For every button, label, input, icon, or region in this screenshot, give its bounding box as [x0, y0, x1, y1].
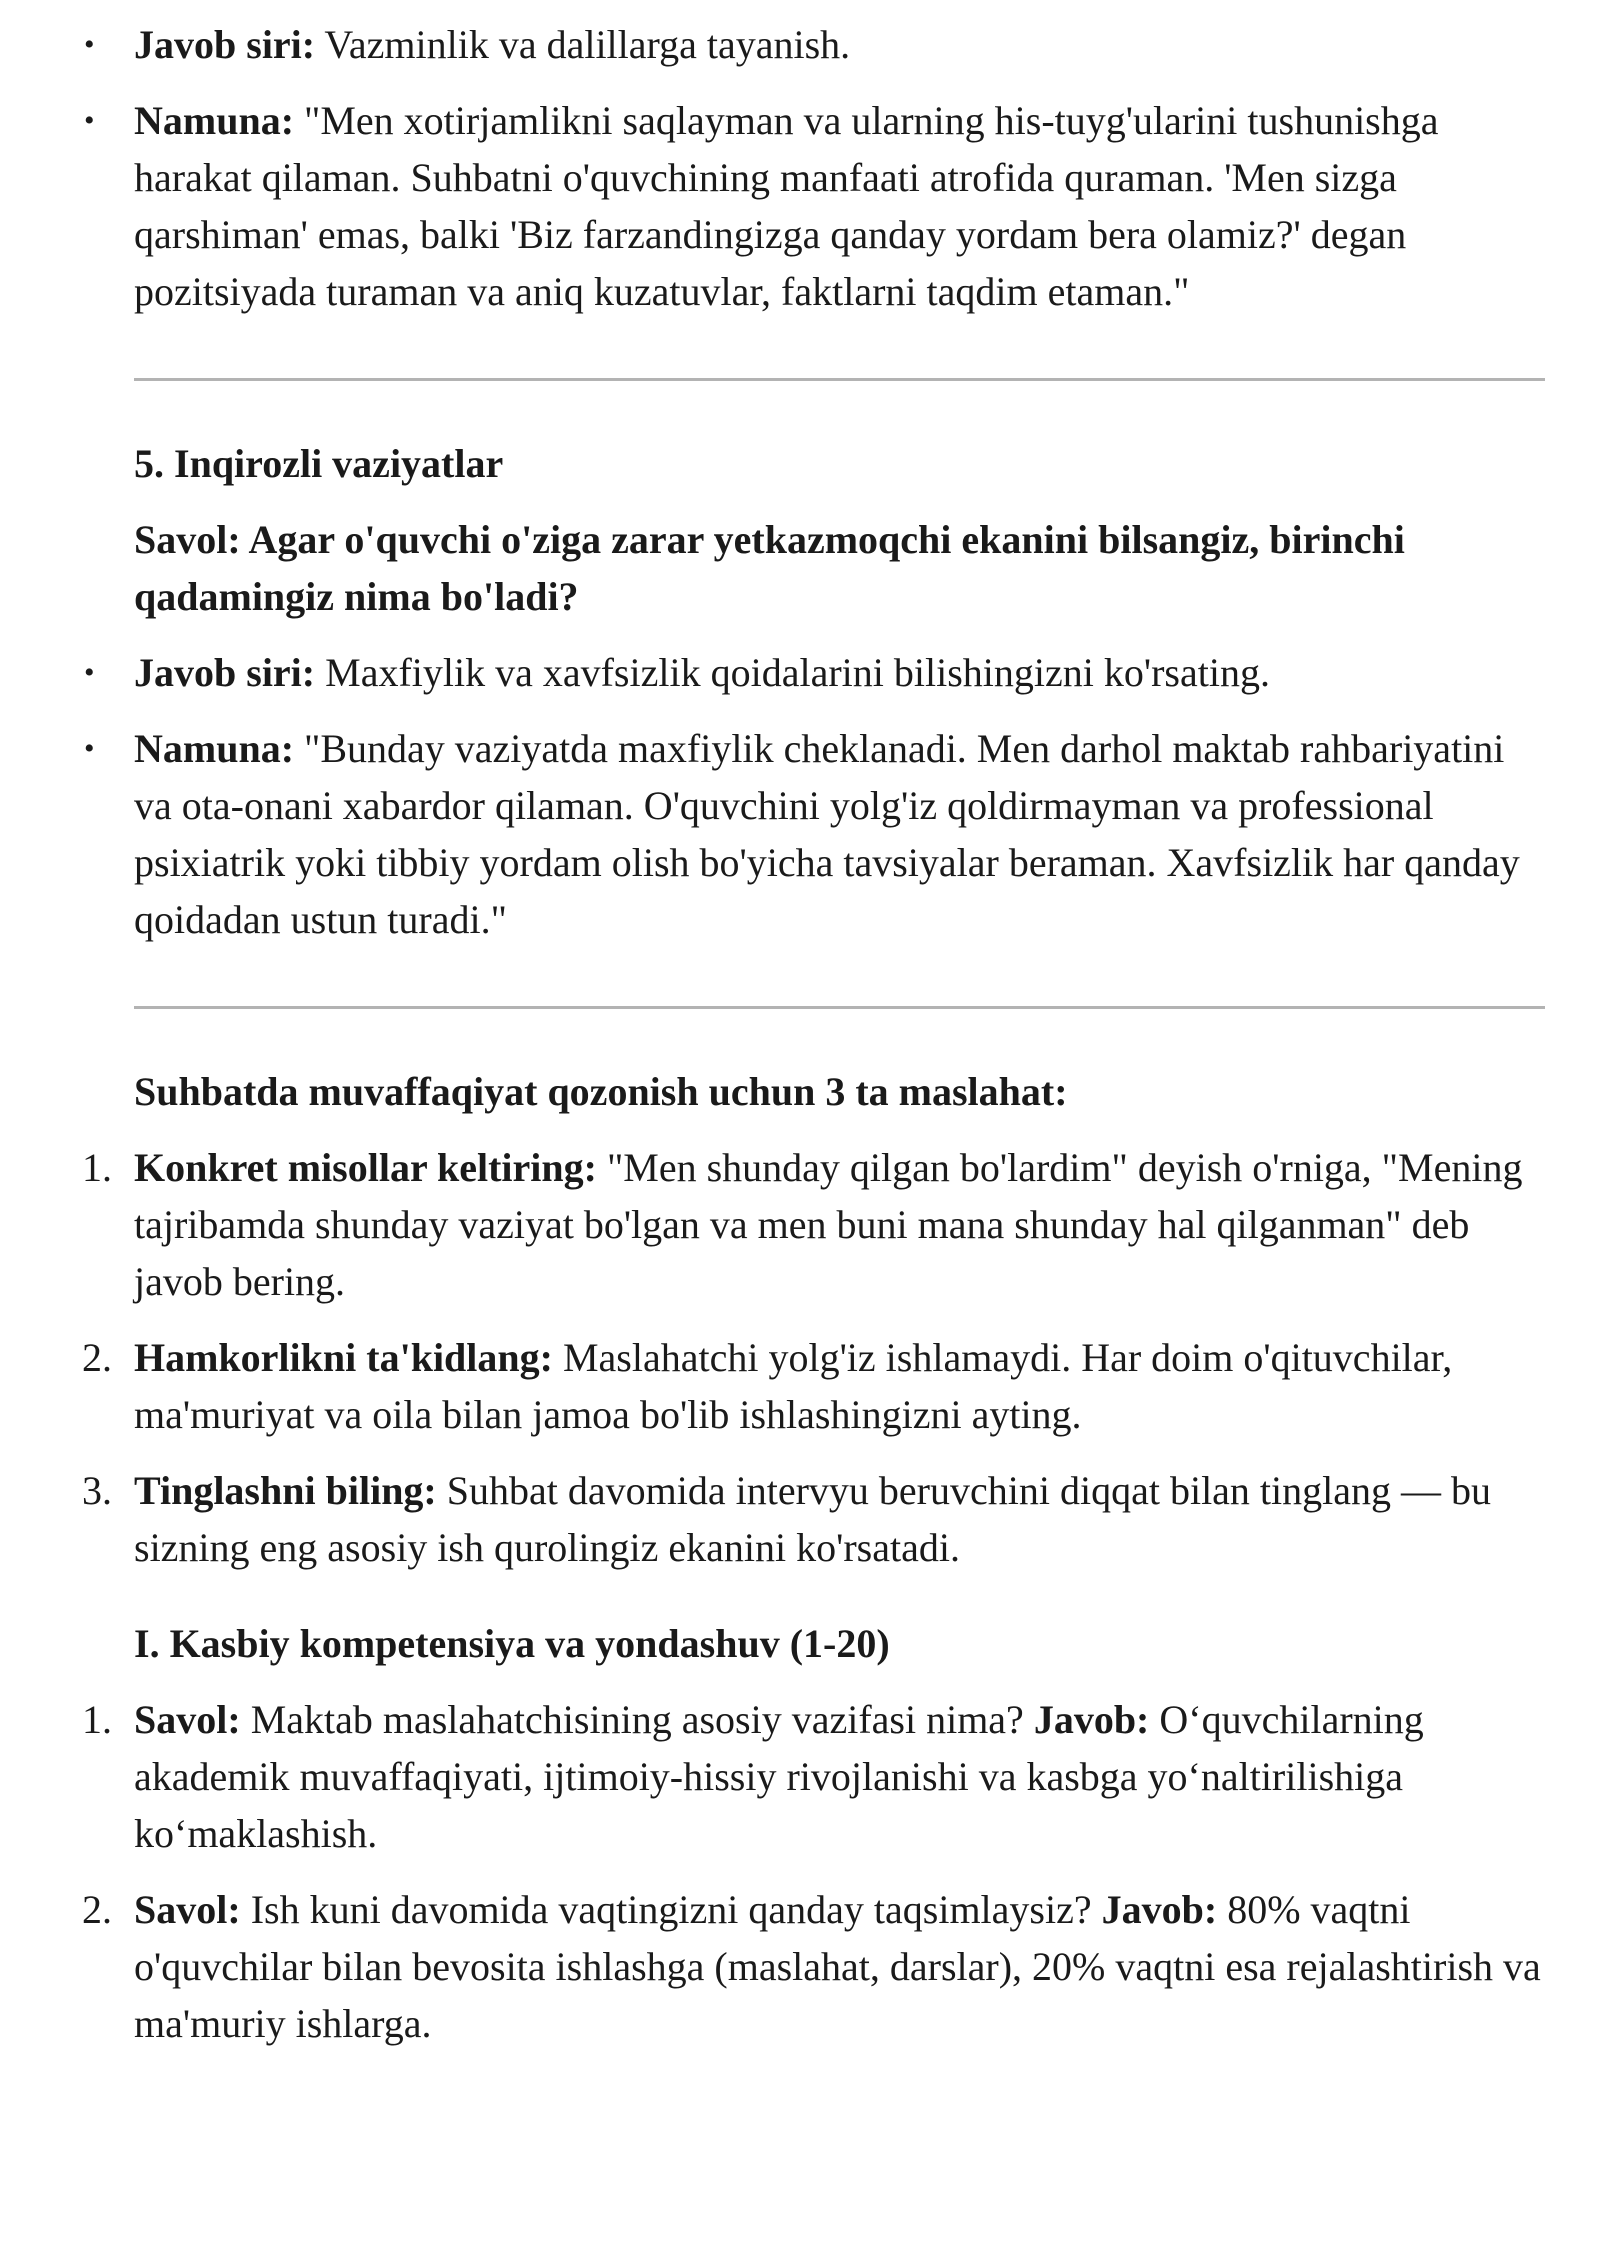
tip-label: Konkret misollar keltiring:: [134, 1145, 597, 1190]
question-text: Ish kuni davomida vaqtingizni qanday taqsimlaysiz?: [240, 1887, 1102, 1932]
bullet-label: Namuna:: [134, 726, 295, 771]
bullet-text: "Men xotirjamlikni saqlayman va ularning his-tuyg'ularini tushunishga harakat qilaman. Suhbatni o'quvchining manfaati atrofida quraman. 'Men sizga qarshiman' emas, balki 'Biz farzandingizga qanday yordam bera olamiz?' degan pozitsiyada turaman va aniq kuzatuvlar, faktlarni taqdim etaman.": [134, 98, 1439, 314]
question-label: Savol:: [134, 1887, 241, 1932]
tips-heading: Suhbatda muvaffaqiyat qozonish uchun 3 ta maslahat:: [134, 1069, 1068, 1114]
bullet-marker: •: [84, 28, 95, 61]
bullet-marker: •: [84, 732, 95, 765]
tip-text: Maslahatchi yolg'iz ishlamaydi. Har doim o'qituvchilar, ma'muriyat va oila bilan jamoa bo'lib ishlashingizni ayting.: [134, 1335, 1453, 1437]
list-number: 1.: [82, 1697, 112, 1742]
list-item: [82, 1139, 1545, 1310]
question-heading: Savol: Agar o'quvchi o'ziga zarar yetkazmoqchi ekanini bilsangiz, birinchi qadamingiz nima bo'ladi?: [134, 517, 1405, 619]
question-text: Maktab maslahatchisining asosiy vazifasi nima?: [240, 1697, 1034, 1742]
list-item: [84, 644, 1545, 701]
tip-text: "Men shunday qilgan bo'lardim" deyish o'rniga, "Mening tajribamda shunday vaziyat bo'lgan va men buni mana shunday hal qilganman" deb javob bering.: [134, 1145, 1523, 1304]
bullet-text: Maxfiylik va xavfsizlik qoidalarini bilishingizni ko'rsating.: [315, 650, 1270, 695]
bullet-label: Namuna:: [134, 98, 295, 143]
bullet-text: "Bunday vaziyatda maxfiylik cheklanadi. Men darhol maktab rahbariyatini va ota-onani xabardor qilaman. O'quvchini yolg'iz qoldirmayman va professional psixiatrik yoki tibbiy yordam olish bo'yicha tavsiyalar beraman. Xavfsizlik har qanday qoidadan ustun turadi.": [134, 726, 1520, 942]
answer-text: 80% vaqtni o'quvchilar bilan bevosita ishlashga (maslahat, darslar), 20% vaqtni esa rejalashtirish va ma'muriy ishlarga.: [134, 1887, 1541, 2046]
tip-text: Suhbat davomida intervyu beruvchini diqqat bilan tinglang — bu sizning eng asosiy ish qurolingiz ekanini ko'rsatadi.: [134, 1468, 1492, 1570]
list-item: [82, 1462, 1545, 1576]
list-item: [84, 720, 1545, 948]
section-heading: I. Kasbiy kompetensiya va yondashuv (1-20): [134, 1621, 890, 1666]
list-item: [82, 1329, 1545, 1443]
bullet-text: Vazminlik va dalillarga tayanish.: [315, 22, 851, 67]
list-number: 2.: [82, 1335, 112, 1380]
section-heading: 5. Inqirozli vaziyatlar: [134, 441, 504, 486]
tips-list: [82, 1139, 1545, 1576]
list-number: 2.: [82, 1887, 112, 1932]
list-number: 1.: [82, 1145, 112, 1190]
section4-bullet-list: [84, 16, 1545, 320]
document-content: [82, 16, 1545, 2052]
list-item: [82, 1881, 1545, 2052]
list-number: 3.: [82, 1468, 112, 1513]
bullet-label: Javob siri:: [134, 650, 316, 695]
answer-label: Javob:: [1101, 1887, 1218, 1932]
qa-list: [82, 1691, 1545, 2052]
question-label: Savol:: [134, 1697, 241, 1742]
list-item: [82, 1691, 1545, 1862]
list-item: [84, 16, 1545, 73]
tip-label: Tinglashni biling:: [134, 1468, 437, 1513]
bullet-label: Javob siri:: [134, 22, 316, 67]
answer-label: Javob:: [1033, 1697, 1150, 1742]
list-item: [84, 92, 1545, 320]
section5-bullet-list: [84, 644, 1545, 948]
answer-text: O‘quvchilarning akademik muvaffaqiyati, ijtimoiy-hissiy rivojlanishi va kasbga yo‘naltirilishiga ko‘maklashish.: [134, 1697, 1424, 1856]
bullet-marker: •: [84, 104, 95, 137]
tip-label: Hamkorlikni ta'kidlang:: [134, 1335, 553, 1380]
bullet-marker: •: [84, 656, 95, 689]
